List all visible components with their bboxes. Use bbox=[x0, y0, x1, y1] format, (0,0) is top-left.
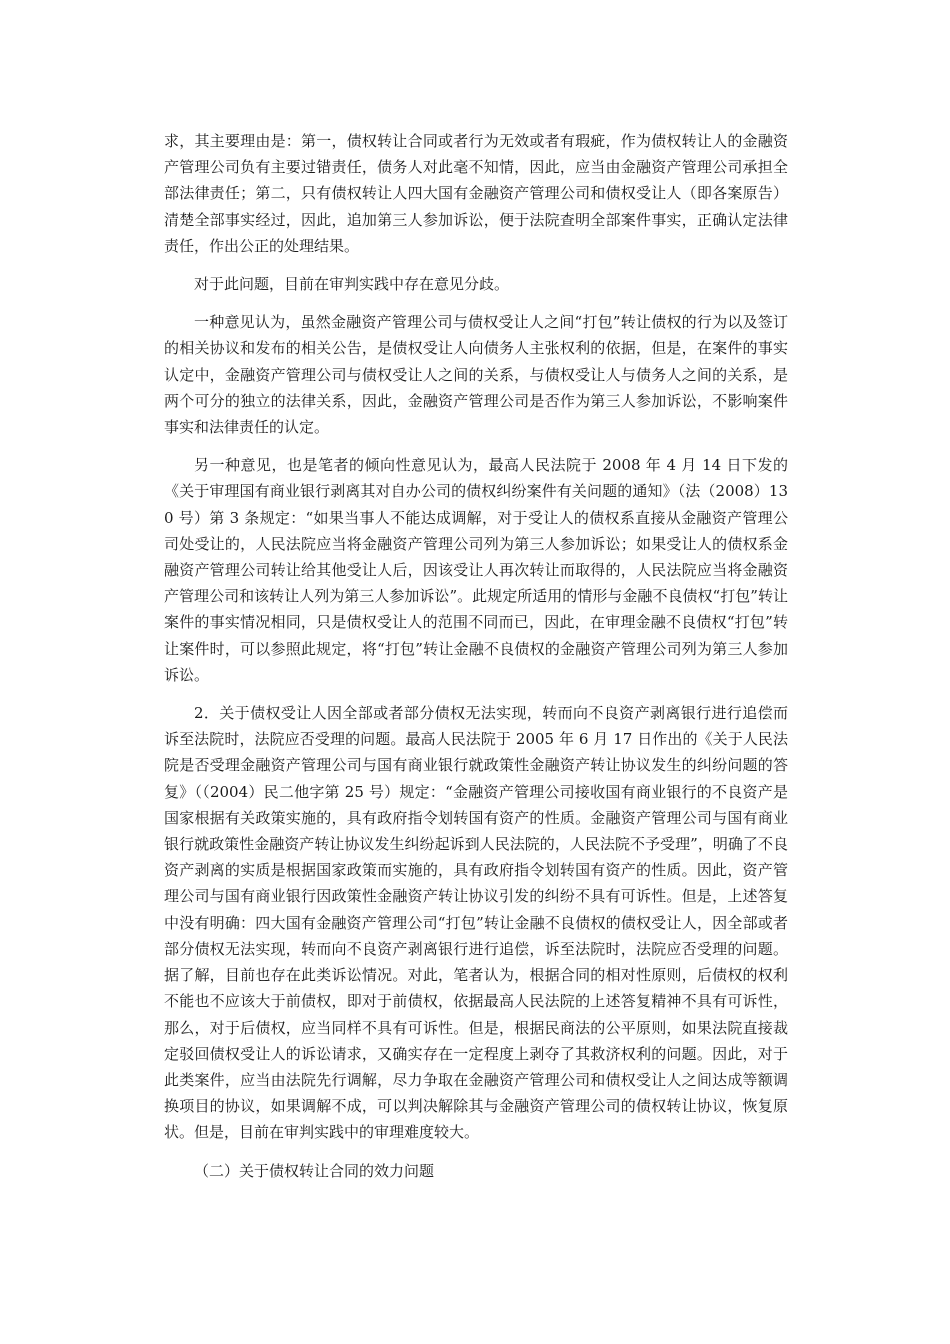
paragraph-item-2: 2．关于债权受让人因全部或者部分债权无法实现，转而向不良资产剥离银行进行追偿而诉至法院时，法院应否受理的问题。最高人民法院于 2005 年 6 月 17 日作出的《关于人民法院是否受理金融资产管理公司与国有商业银行就政策性金融资产转让协议发生的纠纷问题的答复》（（2004）民二他字第 25 号）规定：“金融资产管理公司接收国有商业银行的不良资产是国家根据有关政策实施的，具有政府指令划转国有资产的性质。金融资产管理公司与国有商业银行就政策性金融资产转让协议发生纠纷起诉到人民法院的，人民法院不予受理”，明确了不良资产剥离的实质是根据国家政策而实施的，具有政府指令划转国有资产的性质。因此，资产管理公司与国有商业银行因政策性金融资产转让协议引发的纠纷不具有可诉性。但是，上述答复中没有明确：四大国有金融资产管理公司“打包”转让金融不良债权的债权受让人，因全部或者部分债权无法实现，转而向不良资产剥离银行进行追偿，诉至法院时，法院应否受理的问题。据了解，目前也存在此类诉讼情况。对此，笔者认为，根据合同的相对性原则，后债权的权利不能也不应该大于前债权，即对于前债权，依据最高人民法院的上述答复精神不具有可诉性，那么，对于后债权，应当同样不具有可诉性。但是，根据民商法的公平原则，如果法院直接裁定驳回债权受让人的诉讼请求，又确实存在一定程度上剥夺了其救济权利的问题。因此，对于此类案件，应当由法院先行调解，尽力争取在金融资产管理公司和债权受让人之间达成等额调换项目的协议，如果调解不成，可以判决解除其与金融资产管理公司的债权转让协议，恢复原状。但是，目前在审判实践中的审理难度较大。 bbox=[164, 704, 788, 1142]
paragraph-dispute: 对于此问题，目前在审判实践中存在意见分歧。 bbox=[194, 275, 510, 294]
section-heading: （二）关于债权转让合同的效力问题 bbox=[194, 1161, 435, 1180]
paragraph-first-opinion: 一种意见认为，虽然金融资产管理公司与债权受让人之间“打包”转让债权的行为以及签订的相关协议和发布的相关公告，是债权受让人向债务人主张权利的依据，但是，在案件的事实认定中，金融资产管理公司与债权受让人之间的关系，与债权受让人与债务人之间的关系，是两个可分的独立的法律关系，因此，金融资产管理公司是否作为第三人参加诉讼，不影响案件事实和法律责任的认定。 bbox=[164, 313, 788, 437]
document-body bbox=[164, 128, 788, 1184]
paragraph-second-opinion: 另一种意见，也是笔者的倾向性意见认为，最高人民法院于 2008 年 4 月 14 日下发的《关于审理国有商业银行剥离其对自办公司的债权纠纷案件有关问题的通知》（法（2008）130 号）第 3 条规定：“如果当事人不能达成调解，对于受让人的债权系直接从金融资产管理公司处受让的，人民法院应当将金融资产管理公司列为第三人参加诉讼；如果受让人的债权系金融资产管理公司转让给其他受让人后，因该受让人再次转让而取得的，人民法院应当将金融资产管理公司和该转让人列为第三人参加诉讼”。此规定所适用的情形与金融不良债权“打包”转让案件的事实情况相同，只是债权受让人的范围不同而已，因此，在审理金融不良债权“打包”转让案件时，可以参照此规定，将“打包”转让金融不良债权的金融资产管理公司列为第三人参加诉讼。 bbox=[164, 456, 788, 684]
paragraph-continued: 求，其主要理由是：第一，债权转让合同或者行为无效或者有瑕疵，作为债权转让人的金融资产管理公司负有主要过错责任，债务人对此毫不知情，因此，应当由金融资产管理公司承担全部法律责任；第二，只有债权转让人四大国有金融资产管理公司和债权受让人（即各案原告）清楚全部事实经过，因此，追加第三人参加诉讼，便于法院查明全部案件事实，正确认定法律责任，作出公正的处理结果。 bbox=[164, 132, 788, 255]
